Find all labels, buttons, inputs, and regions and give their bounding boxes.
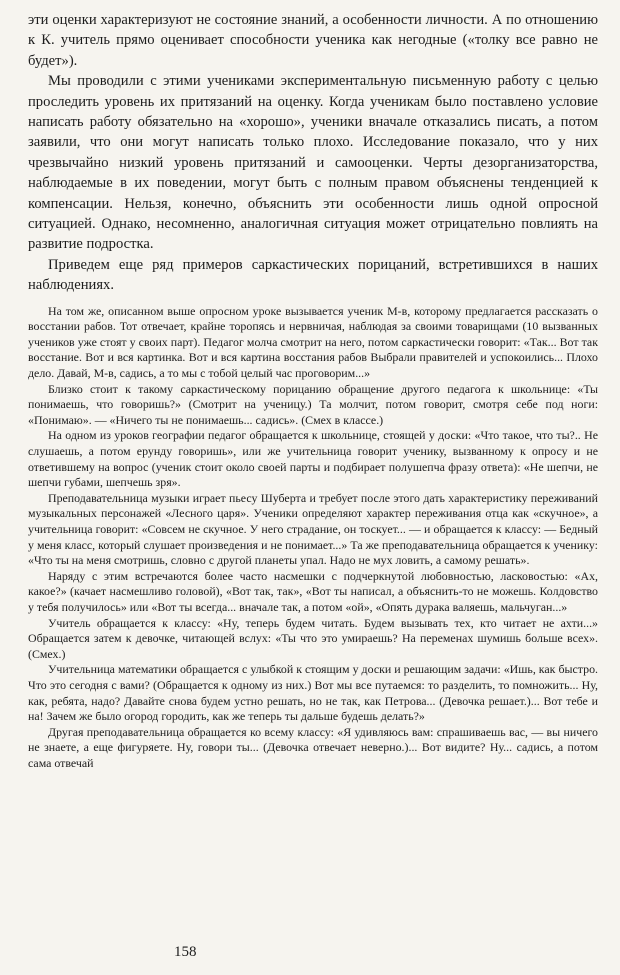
example-paragraph: На том же, описанном выше опросном уроке вызывается ученик М-в, которому предлагается рассказать о восстании рабов. Тот отвечает, крайне торопясь и нервничая, наблюдая за своими товарищами (10 вызванных учеников уже стоят у своих парт). Педагог молча смотрит на него, потом саркастически говорит: «Так... Вот так восстание. Вот и вся картинка. Вот и вся картина восстания рабов Выбрали правителей и успокоились... Плохо дело. Давай, М-в, садись, а то мы с тобой целый час проговорим...» [28, 303, 598, 381]
example-paragraph: Учительница математики обращается с улыбкой к стоящим у доски и решающим задачи: «Ишь, как быстро. Что это сегодня с вами? (Обращается к одному из них.) Вот мы все путаемся: то разделить, то помножить... Ну, как, ребята, надо? Давайте снова будем устно решать, но не так, как Петрова... (Девочка решает.)... Вот тебе и на! Зачем же было огород городить, как же теперь ты дальше будешь делать?» [28, 662, 598, 724]
examples-text [28, 304, 598, 772]
main-text [28, 10, 598, 296]
example-paragraph: Преподавательница музыки играет пьесу Шуберта и требует после этого дать характеристику переживаний музыкальных персонажей «Лесного царя». Ученики определяют характер переживания отца как «скучное», а учительница говорит: «Совсем не скучное. У него страдание, он тоскует... — и обращается к классу: — Бедный у меня класс, который слушает произведения и не понимает...» Та же преподавательница обращается к ученику: «Что ты на меня смотришь, словно с другой планеты упал. Надо не мух ловить, а самому решать». [28, 490, 598, 568]
book-page [28, 10, 598, 772]
paragraph: Приведем еще ряд примеров саркастических порицаний, встретившихся в наших наблюдениях. [28, 256, 598, 294]
paragraph: Мы проводили с этими учениками экспериментальную письменную работу с целью проследить уровень их притязаний на оценку. Когда ученикам было поставлено условие написать работу обязательно на «хорошо», ученики вначале отказались писать, а потом заявили, что они могут написать только плохо. Исследование показало, что у них чрезвычайно низкий уровень притязаний и самооценки. Черты дезорганизаторства, наблюдаемые в их поведении, могут быть с полным правом объяснены тенденцией к компенсации. Нельзя, конечно, объяснить эти особенности лишь одной опросной ситуацией. Однако, несомненно, аналогичная ситуация может отрицательно повлиять на развитие подростка. [28, 73, 598, 253]
example-paragraph: Другая преподавательница обращается ко всему классу: «Я удивляюсь вам: спрашиваешь вас, — вы ничего не знаете, а еще фигуряете. Ну, говори ты... (Девочка отвечает неверно.)... Вот видите? Ну... садись, а потом сама отвечай [28, 724, 598, 770]
example-paragraph: Учитель обращается к классу: «Ну, теперь будем читать. Будем вызывать тех, кто читает не ахти...» Обращается затем к девочке, читающей вслух: «Ты что это умираешь? На переменах шумишь больше всех». (Смех.) [28, 615, 598, 661]
example-paragraph: Близко стоит к такому саркастическому порицанию обращение другого педагога к школьнице: «Ты понимаешь, что говоришь?» (Смотрит на ученицу.) Та молчит, потом говорит, смотря себе под ноги: «Понимаю». — «Ничего ты не понимаешь... садись». (Смех в классе.) [28, 381, 598, 427]
paragraph: эти оценки характеризуют не состояние знаний, а особенности личности. А по отношению к К. учитель прямо оценивает способности ученика как негодные («толку все равно не будет»). [28, 12, 598, 69]
example-paragraph: На одном из уроков географии педагог обращается к школьнице, стоящей у доски: «Что такое, что ты?.. Не слушаешь, а потом ерунду говоришь», или же учительница говорит ученику, вызванному к опросу и не ответившему на вопрос (ученик стоит около своей парты и подбирает полушепча фразу ответа): «Не шепчи, не шепчи губами, шепчешь зря». [28, 428, 598, 490]
example-paragraph: Наряду с этим встречаются более часто насмешки с подчеркнутой любовностью, ласковостью: «Ах, какое?» (качает насмешливо головой), «Вот так, так», «Вот ты написал, а объяснить-то не можешь. Колдовство у тебя получилось» или «Вот ты всегда... вначале так, а потом «ой», «Опять дурака валяешь, мальчуган...» [28, 568, 598, 614]
page-number: 158 [174, 944, 197, 960]
